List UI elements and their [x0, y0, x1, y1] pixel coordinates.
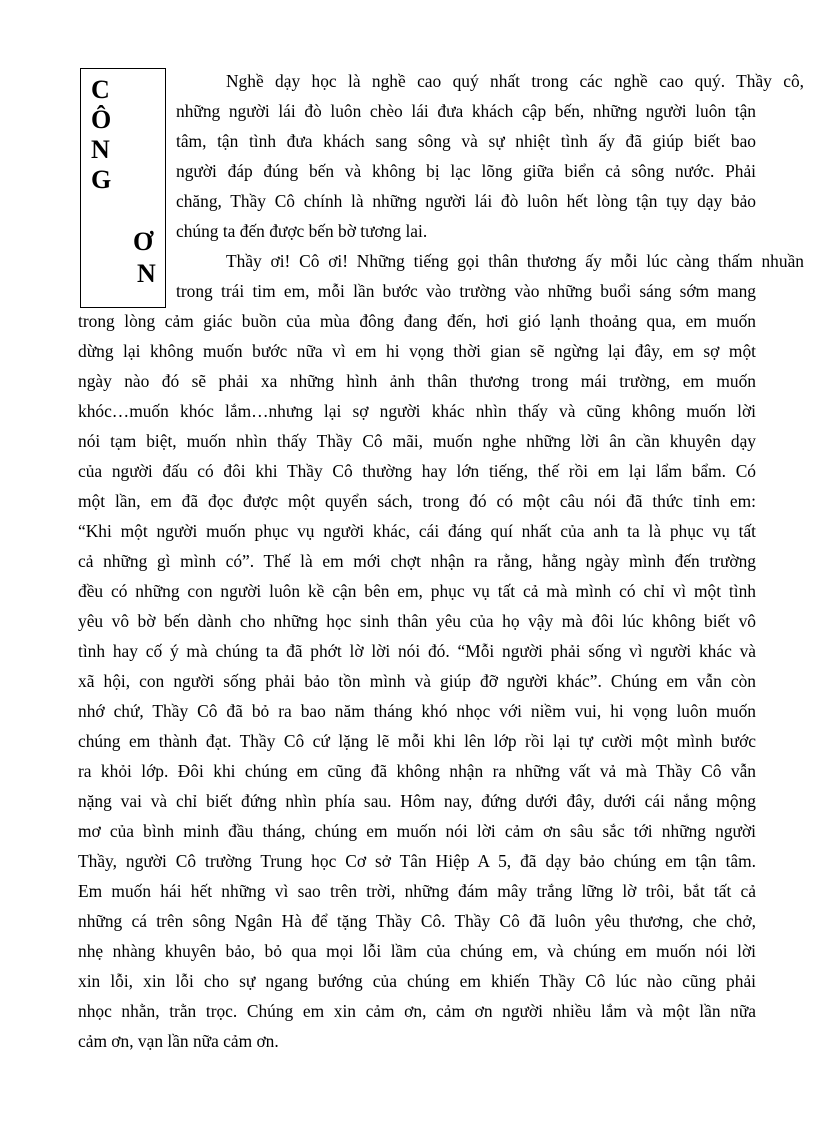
text-line: chúng ta đến được bến bờ tương lai. [176, 221, 428, 241]
text-line: trong trái tim em, mỗi lần bước vào trường vào những buổi sáng sớm mang [176, 281, 756, 301]
text-line: tình hay cố ý mà chúng ta đã phớt lờ lời nói đó. “Mỗi người phải sống vì người khác và [78, 641, 756, 661]
text-line: Em muốn hái hết những vì sao trên trời, những đám mây trắng lững lờ trôi, bắt tất cả [78, 881, 756, 901]
title-letter: Ô [91, 105, 112, 134]
text-line: khóc…muốn khóc lắm…nhưng lại sợ người khác nhìn thấy và cũng không muốn lời [78, 401, 756, 421]
text-line: chúng em thành đạt. Thầy Cô cứ lặng lẽ mỗi khi lên lớp rồi lại tự cười một mình bước [78, 731, 756, 751]
text-line: yêu vô bờ bến dành cho những học sinh thân yêu của họ vậy mà đôi lúc không biết vô [78, 611, 756, 631]
text-line: những cá trên sông Ngân Hà để tặng Thầy Cô. Thầy Cô đã luôn yêu thương, che chở, [78, 911, 756, 931]
text-line: dừng lại không muốn bước nữa vì em hi vọng thời gian sẽ ngừng lại đây, em sợ một [78, 341, 756, 361]
text-line: xin lỗi, xin lỗi cho sự ngang bướng của chúng em khiến Thầy Cô lúc nào cũng phải [78, 971, 756, 991]
text-line: cả những gì mình có”. Thế là em mới chợt nhận ra rằng, hằng ngày mình đến trường [78, 551, 756, 571]
text-line: người đáp đúng bến và không bị lạc lõng giữa biển cả sông nước. Phải [176, 161, 756, 181]
text-line: cảm ơn, vạn lần nữa cảm ơn. [78, 1031, 279, 1051]
text-line: chăng, Thầy Cô chính là những người lái đò luôn hết lòng tận tụy dạy bảo [176, 191, 756, 211]
text-line: trong lòng cảm giác buồn của mùa đông đang đến, hơi gió lạnh thoảng qua, em muốn [78, 311, 756, 331]
title-letter: N [137, 259, 156, 288]
text-line: mơ của bình minh đầu tháng, chúng em muốn nói lời cảm ơn sâu sắc tới những người [78, 821, 756, 841]
text-line: một lần, em đã đọc được một quyển sách, trong đó có một câu nói đã thức tỉnh em: [78, 491, 756, 511]
text-line: nhọc nhằn, trằn trọc. Chúng em xin cảm ơn, cảm ơn người nhiều lắm và một lần nữa [78, 1001, 756, 1021]
title-box [80, 68, 166, 308]
text-line: những người lái đò luôn chèo lái đưa khách cập bến, những người luôn tận [176, 101, 756, 121]
text-line: tâm, tận tình đưa khách sang sông và sự nhiệt tình ấy đã giúp biết bao [176, 131, 756, 151]
text-line: nhớ chứ, Thầy Cô đã bỏ ra bao năm tháng khó nhọc với niềm vui, hi vọng luôn muốn [78, 701, 756, 721]
title-letter: G [91, 165, 112, 194]
text-line: Thầy, người Cô trường Trung học Cơ sở Tân Hiệp A 5, đã dạy bảo chúng em tận tâm. [78, 851, 756, 871]
text-line: ra khỏi lớp. Đôi khi chúng em cũng đã không nhận ra những vất vả mà Thầy Cô vẫn [78, 761, 756, 781]
text-line: “Khi một người muốn phục vụ người khác, cái đáng quí nhất của anh ta là phục vụ tất [78, 521, 756, 541]
text-line: nhẹ nhàng khuyên bảo, bỏ qua mọi lỗi lầm của chúng em, và chúng em muốn nói lời [78, 941, 756, 961]
title-letter: Ơ [133, 227, 154, 256]
title-letter: C [91, 75, 110, 104]
text-line: ngày nào đó sẽ phải xa những hình ảnh thân thương trong mái trường, em muốn [78, 371, 756, 391]
text-line: nói tạm biệt, muốn nhìn thấy Thầy Cô mãi, muốn nghe những lời ân cần khuyên dạy [78, 431, 756, 451]
text-line: nặng vai và chỉ biết đứng nhìn phía sau. Hôm nay, đứng dưới đây, dưới cái nắng mộng [78, 791, 756, 811]
text-line: đều có những con người luôn kề cận bên em, phục vụ tất cả mà mình có chỉ vì một tình [78, 581, 756, 601]
text-line: xã hội, con người sống phải bảo tồn mình và giúp đỡ người khác”. Chúng em vẫn còn [78, 671, 756, 691]
text-line: của người đấu có đôi khi Thầy Cô thường hay lớn tiếng, thế rồi em lại lẩm bẩm. Có [78, 461, 756, 481]
title-letter: N [91, 135, 110, 164]
text-line: Nghề dạy học là nghề cao quý nhất trong các nghề cao quý. Thầy cô, [226, 71, 804, 91]
text-line: Thầy ơi! Cô ơi! Những tiếng gọi thân thương ấy mỗi lúc càng thấm nhuần [226, 251, 804, 271]
